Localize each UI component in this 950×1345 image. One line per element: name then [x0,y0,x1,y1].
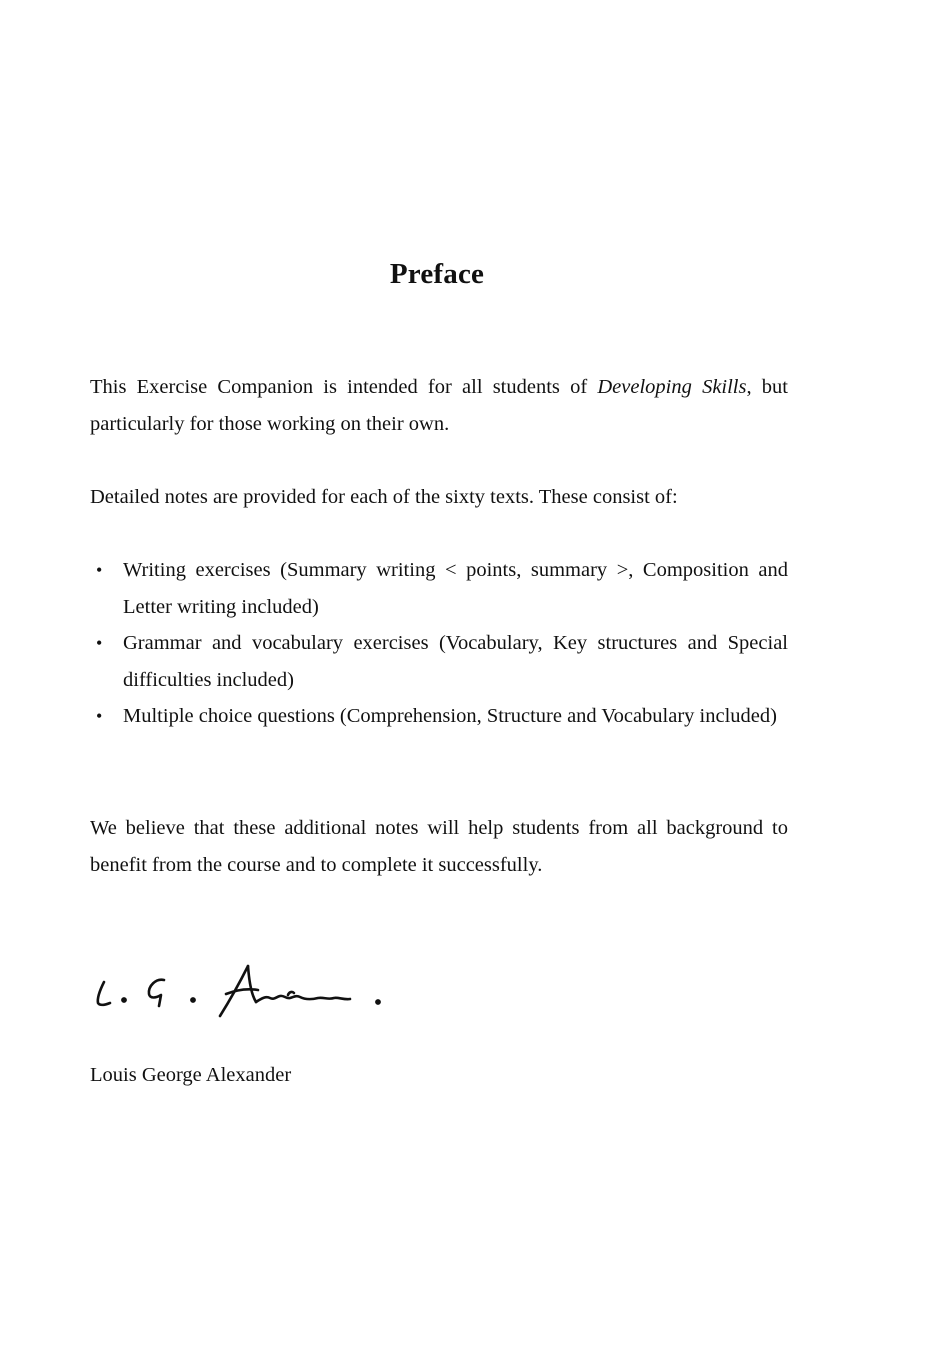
signature-image [88,960,398,1022]
closing-paragraph: We believe that these additional notes will help students from all background to benefit from the course and to complete it successfully. [90,817,788,876]
intro-text: This Exercise Companion is intended for all students of [90,376,598,398]
bullet-icon: • [96,706,103,727]
bullet-icon: • [96,633,103,654]
contents-list [94,552,788,735]
intro-text-end: , but particularly for those working on their own. [90,376,789,435]
page-title: Preface [389,258,485,290]
book-title: Developing Skills [597,376,747,398]
notes-paragraph: Detailed notes are provided for each of the sixty texts. These consist of: [90,486,678,508]
bullet-icon: • [96,560,103,580]
list-item [94,625,788,698]
list-item [94,698,788,735]
list-item-text: Multiple choice questions (Comprehension, Structure and Vocabulary included) [123,705,777,728]
list-item-text: Grammar and vocabulary exercises (Vocabulary, Key structures and Special difficulties included) [123,632,788,691]
list-item-text: Writing exercises (Summary writing < points, summary >, Composition and Letter writing included) [123,559,788,618]
list-item [94,552,788,625]
author-name: Louis George Alexander [90,1064,292,1086]
intro-paragraph [90,369,788,442]
